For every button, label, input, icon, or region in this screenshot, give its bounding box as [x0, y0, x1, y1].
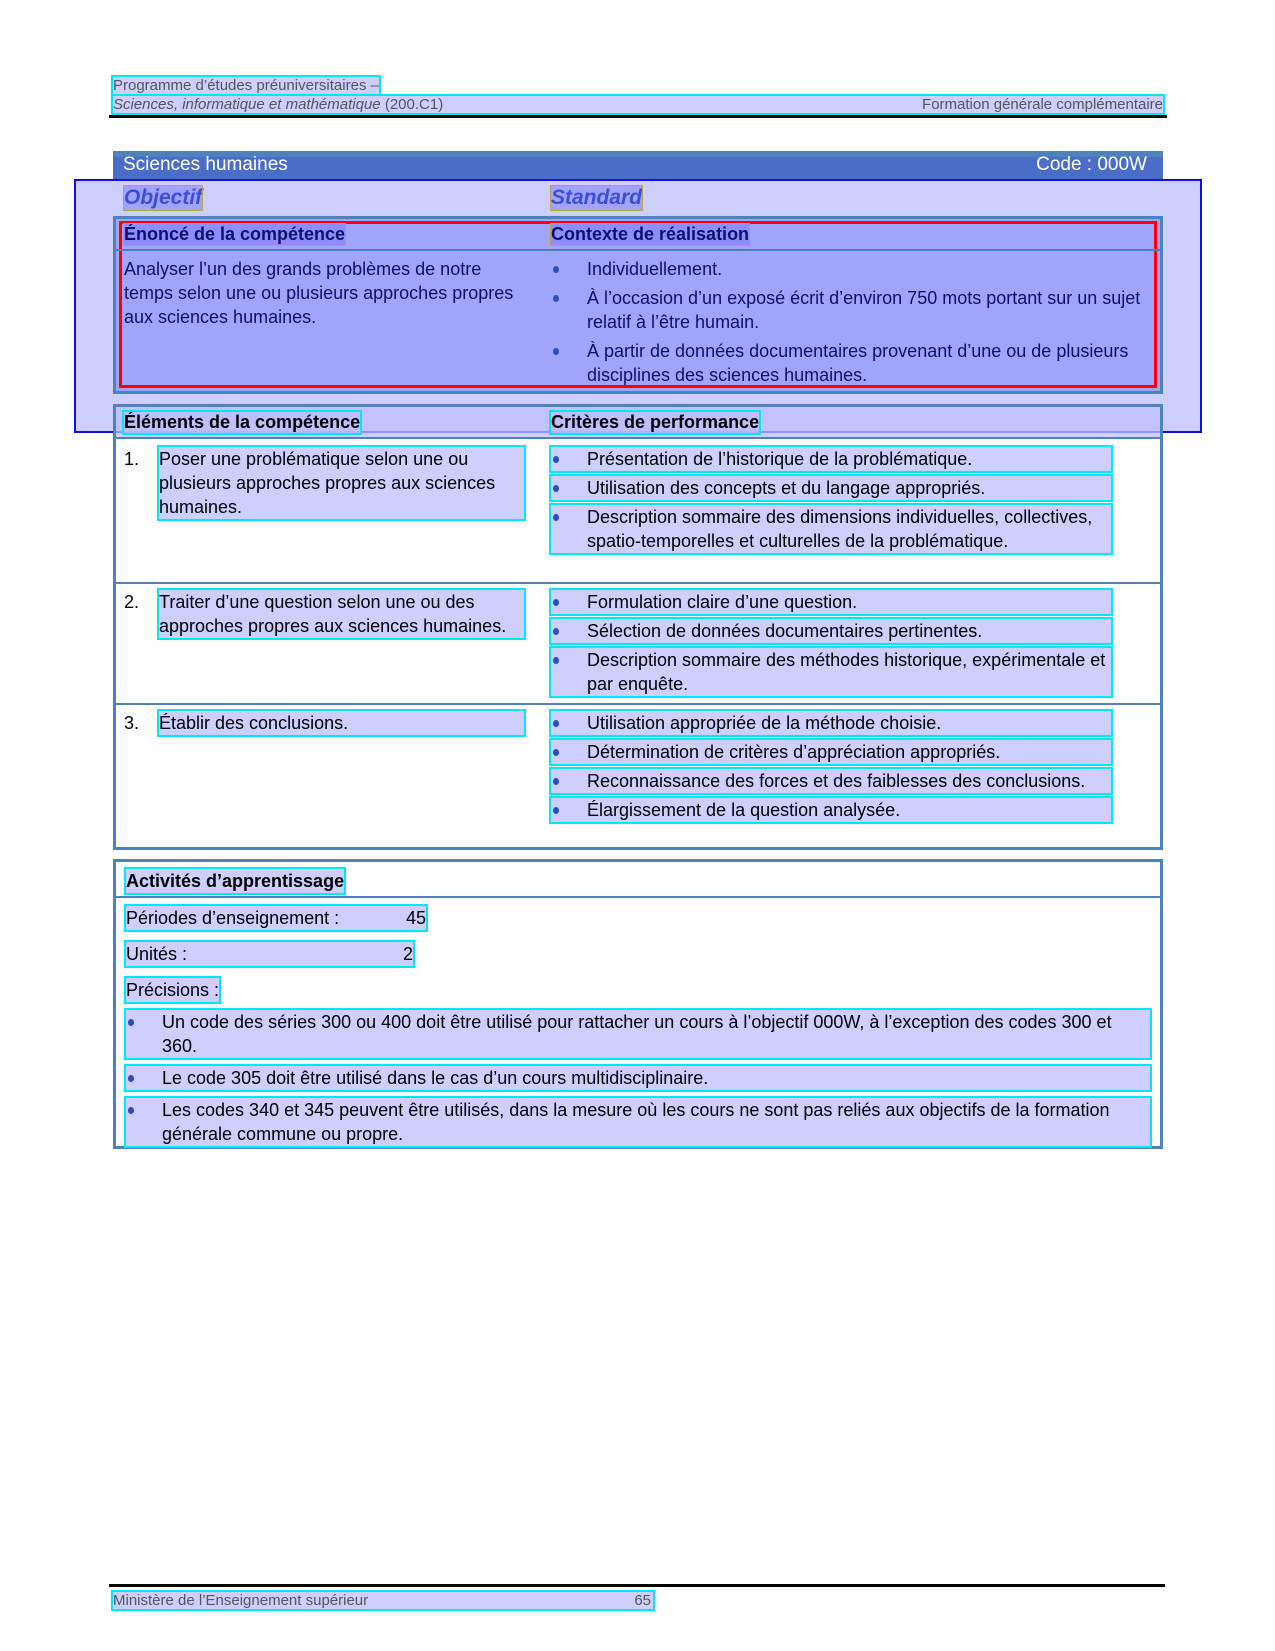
footer-ministry: Ministère de l’Enseignement supérieur	[113, 1592, 369, 1609]
contexte-heading: Contexte de réalisation	[551, 224, 750, 244]
element-row: 1. Poser une problématique selon une ou plusieurs approches propres aux sciences humaines. Présentation de l’historique de la problématique. Utilisation des concepts et du langage appropriés. Description sommaire des dimensions individuelles, collectives, spatio-temporelles et culturelles de la problématique.	[116, 439, 1160, 584]
precisions-label: Précisions :	[126, 980, 220, 1000]
precision-item: Les codes 340 et 345 peuvent être utilisés, dans la mesure où les cours ne sont pas reliés aux objectifs de la formation générale commune ou propre.	[126, 1098, 1150, 1146]
criterion: Reconnaissance des forces et des faiblesses des conclusions.	[551, 769, 1111, 793]
criterion: Formulation claire d’une question.	[551, 590, 1111, 614]
elements-heading: Éléments de la compétence	[124, 412, 361, 432]
element-row: 2. Traiter d’une question selon une ou des approches propres aux sciences humaines. Formulation claire d’une question. Sélection de données documentaires pertinentes. Description sommaire des méthodes historique, expérimentale et par enquête.	[116, 584, 1160, 705]
periodes-line: Périodes d’enseignement : 45	[126, 908, 426, 928]
contexte-item: À l’occasion d’un exposé écrit d’environ 750 mots portant sur un sujet relatif à l’être humain.	[551, 286, 1151, 334]
header-program: Programme d’études préuniversitaires –	[113, 77, 379, 94]
objectif-label: Objectif	[124, 186, 203, 209]
criterion: Description sommaire des dimensions individuelles, collectives, spatio-temporelles et culturelles de la problématique.	[551, 505, 1111, 553]
contexte-list	[551, 257, 1151, 392]
contexte-item: Individuellement.	[551, 257, 1151, 281]
footer-rule	[109, 1584, 1165, 1587]
enonce-text: Analyser l’un des grands problèmes de notre temps selon une ou plusieurs approches propres aux sciences humaines.	[124, 259, 514, 327]
precision-item: Le code 305 doit être utilisé dans le cas d’un cours multidisciplinaire.	[126, 1066, 1150, 1090]
criterion: Utilisation appropriée de la méthode choisie.	[551, 711, 1111, 735]
criteres-heading: Critères de performance	[551, 412, 760, 432]
header-line2	[113, 96, 1163, 113]
criterion: Présentation de l’historique de la problématique.	[551, 447, 1111, 471]
page-number: 65	[634, 1592, 651, 1609]
periodes-value: 45	[405, 908, 426, 928]
header-program-code: (200.C1)	[384, 96, 444, 113]
enonce-section	[113, 216, 1163, 394]
activites-section	[113, 859, 1163, 1149]
activites-heading: Activités d’apprentissage	[126, 871, 345, 891]
element-row: 3. Établir des conclusions. Utilisation appropriée de la méthode choisie. Détermination de critères d’appréciation appropriés. Reconnaissance des forces et des faiblesses des conclusions. Élargissement de la question analysée.	[116, 705, 1160, 853]
header-program-name: Sciences, informatique et mathématique	[113, 96, 381, 113]
course-code: Code : 000W	[1036, 154, 1147, 175]
criterion: Détermination de critères d’appréciation appropriés.	[551, 740, 1111, 764]
header-rule	[109, 115, 1167, 118]
course-title-bar	[113, 151, 1163, 181]
precision-item: Un code des séries 300 ou 400 doit être utilisé pour rattacher un cours à l’objectif 000W, à l’exception des codes 300 et 360.	[126, 1010, 1150, 1058]
unites-value: 2	[402, 944, 413, 964]
criterion: Élargissement de la question analysée.	[551, 798, 1111, 822]
footer	[113, 1592, 653, 1609]
contexte-item: À partir de données documentaires provenant d’une ou de plusieurs disciplines des sciences humaines.	[551, 339, 1151, 387]
unites-line: Unités : 2	[126, 944, 413, 964]
criterion: Sélection de données documentaires pertinentes.	[551, 619, 1111, 643]
criterion: Utilisation des concepts et du langage appropriés.	[551, 476, 1111, 500]
standard-label: Standard	[551, 186, 643, 209]
elements-section	[113, 404, 1163, 850]
header-right: Formation générale complémentaire	[922, 96, 1163, 113]
course-name: Sciences humaines	[123, 154, 288, 175]
enonce-heading: Énoncé de la compétence	[124, 224, 346, 244]
criterion: Description sommaire des méthodes historique, expérimentale et par enquête.	[551, 648, 1111, 696]
